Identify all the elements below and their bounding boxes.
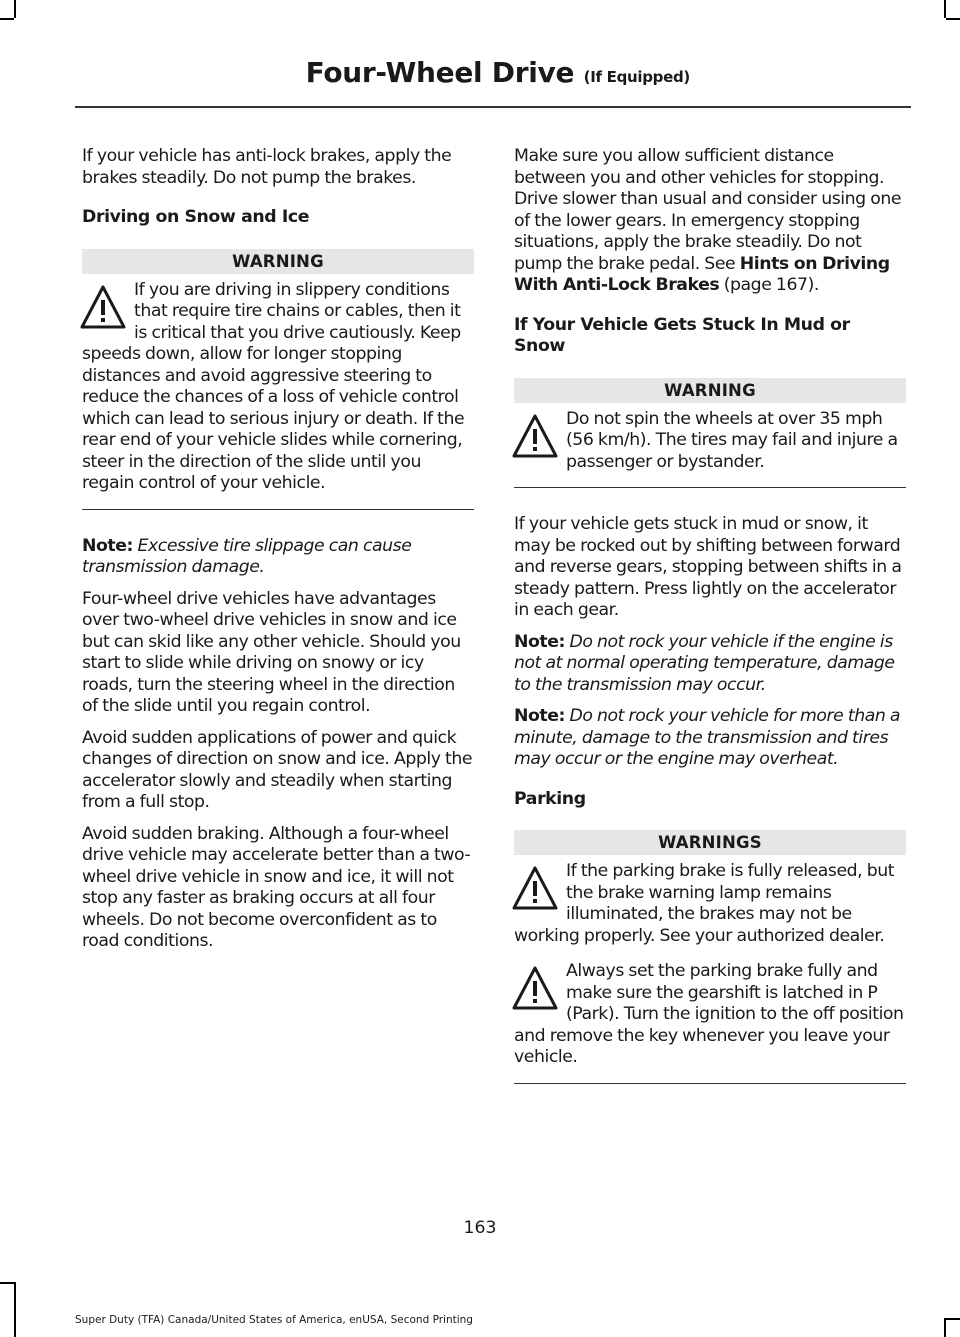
warning-text-content: If the parking brake is fully released, but the brake warning lamp remains illuminated, the brakes may not be working properly. See your authorized dealer. <box>514 861 895 946</box>
note-label: Note: <box>82 535 133 556</box>
cross-reference-link[interactable]: Hints on Driving With Anti-Lock Brakes <box>514 253 890 295</box>
warning-block <box>82 280 474 510</box>
paragraph: Four-wheel drive vehicles have advantages over two-wheel drive vehicles in snow and ice but can skid like any other vehicle. Should you start to slide while driving on snowy or icy roads, turn the steering wheel in the direction of the slide until you regain control. <box>82 588 461 716</box>
warning-text-content: If you are driving in slippery conditions that require tire chains or cables, then it is critical that you drive cautiously. Keep speeds down, allow for longer stopping distances and avoid aggressive steering to reduce the chances of a loss of vehicle control which can lead to serious injury or death. If the rear end of your vehicle slides while cornering, steer in the direction of the slide until you regain control of your vehicle. <box>82 279 465 493</box>
page-title <box>306 56 690 89</box>
page-reference: (page 167). <box>723 275 819 295</box>
warning-label: WARNINGS <box>514 830 906 855</box>
crop-mark <box>944 1318 946 1337</box>
paragraph: Avoid sudden braking. Although a four-wheel drive vehicle may accelerate better than a two-wheel drive vehicle in snow and ice, it will not stop any faster as braking occurs at all four wheels. Do not become overconfident as to road conditions. <box>82 823 471 951</box>
left-column <box>82 146 474 963</box>
section-heading-stuck: If Your Vehicle Gets Stuck In Mud or Snow <box>514 314 850 356</box>
paragraph <box>514 146 906 297</box>
warning-text <box>514 961 906 1069</box>
note <box>514 706 906 771</box>
warning-triangle-icon <box>512 965 558 1013</box>
crop-mark <box>14 1282 16 1337</box>
warning-triangle-icon <box>512 865 558 913</box>
paragraph: If your vehicle gets stuck in mud or snow, it may be rocked out by shifting between forward and reverse gears, stopping between shifts in a steady pattern. Press lightly on the accelerator in each gear. <box>514 514 902 620</box>
right-column <box>514 146 906 1110</box>
crop-mark <box>14 0 16 18</box>
warning-text <box>82 280 474 495</box>
warning-text <box>514 409 906 474</box>
paragraph-text: Make sure you allow sufficient distance between you and other vehicles for stopping. Drive slower than usual and consider using one of the lower gears. In emergency stopping situations, apply the brake steadily. Do not pump the brake pedal. See <box>514 146 902 274</box>
warning-text <box>514 861 906 947</box>
footer-text: Super Duty (TFA) Canada/United States of America, enUSA, Second Printing <box>75 1314 473 1326</box>
header-rule <box>75 106 911 108</box>
warning-text-content: Always set the parking brake fully and make sure the gearshift is latched in P (Park). Turn the ignition to the off position and remove the key whenever you leave your vehicle. <box>514 961 904 1067</box>
note <box>82 536 474 579</box>
section-heading-parking: Parking <box>514 788 586 809</box>
note-label: Note: <box>514 706 565 726</box>
warning-block <box>514 409 906 489</box>
section-heading-snow-ice: Driving on Snow and Ice <box>82 207 310 227</box>
crop-mark <box>0 1282 14 1284</box>
warning-triangle-icon <box>80 284 126 332</box>
note-text: Do not rock your vehicle if the engine is not at normal operating temperature, damage to the transmission may occur. <box>514 631 895 695</box>
crop-mark <box>0 18 14 20</box>
warning-label: WARNING <box>514 378 906 403</box>
note <box>514 632 906 697</box>
crop-mark <box>946 18 960 20</box>
page-title-text: Four-Wheel Drive <box>305 56 575 89</box>
warning-triangle-icon <box>512 413 558 461</box>
paragraph: Avoid sudden applications of power and quick changes of direction on snow and ice. Apply the accelerator slowly and steadily when starting from a full stop. <box>82 727 473 812</box>
page-number: 163 <box>463 1218 497 1238</box>
paragraph: If your vehicle has anti-lock brakes, apply the brakes steadily. Do not pump the brakes. <box>82 146 452 188</box>
note-label: Note: <box>514 631 565 652</box>
crop-mark <box>946 1318 960 1320</box>
warning-block <box>514 861 906 1084</box>
note-text: Do not rock your vehicle for more than a minute, damage to the transmission and tires may occur or the engine may overheat. <box>514 706 901 769</box>
note-text: Excessive tire slippage can cause transmission damage. <box>82 535 412 577</box>
page-subtitle: (If Equipped) <box>583 68 690 86</box>
warning-label: WARNING <box>82 249 474 274</box>
warning-text-content: Do not spin the wheels at over 35 mph (56 km/h). The tires may fail and injure a passenger or bystander. <box>566 408 898 472</box>
crop-mark <box>944 0 946 18</box>
